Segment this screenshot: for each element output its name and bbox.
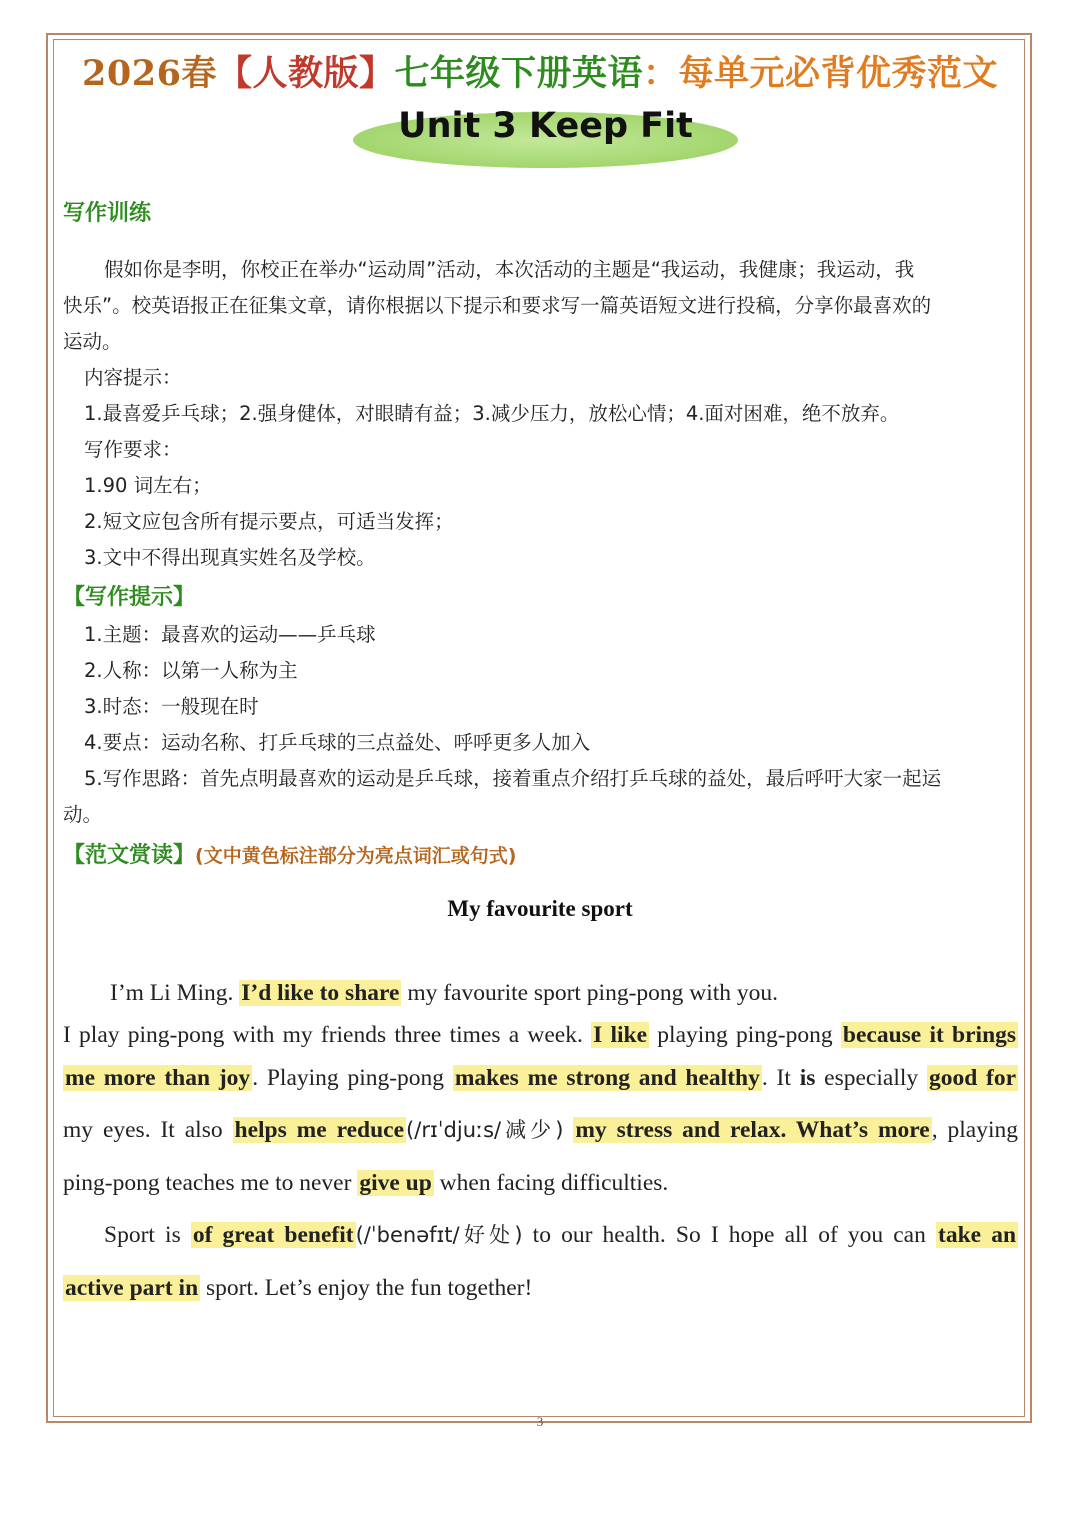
- highlight-phrase: makes me strong and healthy: [454, 1065, 760, 1091]
- essay-line-4: [63, 1114, 1018, 1144]
- essay-text: my eyes. It also: [63, 1117, 223, 1143]
- highlight-phrase: I like: [593, 1022, 648, 1048]
- essay-text: when facing difficulties.: [439, 1170, 669, 1196]
- phonetic-note: (/rɪˈdjuːs/减少): [406, 1118, 564, 1142]
- section-heading-writing-tips: 【写作提示】: [63, 585, 196, 610]
- highlight-phrase: I’d like to share: [241, 980, 400, 1006]
- title-edition: 【人教版】: [216, 53, 395, 94]
- highlight-phrase: of great benefit: [192, 1222, 354, 1248]
- essay-text: Sport is: [104, 1222, 181, 1248]
- essay-text: I’m Li Ming.: [110, 980, 234, 1006]
- essay-text: playing ping-pong: [657, 1022, 833, 1048]
- essay-bold-word: is: [799, 1065, 816, 1091]
- prompt-line-3: 运动。: [63, 330, 122, 353]
- essay-line-2: [63, 1022, 1018, 1049]
- essay-line-6: [104, 1219, 1018, 1249]
- unit-title: Unit 3 Keep Fit: [398, 106, 693, 146]
- essay-line-1: [110, 980, 778, 1007]
- highlight-phrase: active part in: [65, 1275, 199, 1301]
- requirement-3: 3.文中不得出现真实姓名及学校。: [84, 546, 376, 569]
- tip-2: 2.人称：以第一人称为主: [84, 659, 298, 682]
- highlight-phrase: my stress and relax. What’s more: [575, 1117, 930, 1143]
- requirement-2: 2.短文应包含所有提示要点，可适当发挥；: [84, 510, 454, 533]
- page-title: [0, 46, 1080, 96]
- section-heading-model-essay: [63, 838, 516, 869]
- tip-4: 4.要点：运动名称、打乒乓球的三点益处、呼呼更多人加入: [84, 731, 591, 754]
- essay-text: . It: [761, 1065, 791, 1091]
- essay-text: my favourite sport ping-pong with you.: [407, 980, 779, 1006]
- phonetic-note: (/ˈbenəfɪt/好处): [355, 1223, 523, 1247]
- model-essay-note: (文中黄色标注部分为亮点词汇或句式): [195, 845, 517, 867]
- highlight-phrase: good for: [928, 1065, 1017, 1091]
- essay-text: . Playing ping-pong: [252, 1065, 445, 1091]
- prompt-line-2: 快乐”。校英语报正在征集文章，请你根据以下提示和要求写一篇英语短文进行投稿，分享你最喜欢的: [63, 294, 932, 317]
- essay-title: My favourite sport: [447, 896, 633, 921]
- title-rest: ：每单元必背优秀范文: [642, 53, 998, 94]
- prompt-line-1: 假如你是李明，你校正在举办“运动周”活动，本次活动的主题是“我运动，我健康；我运动，我: [104, 258, 915, 281]
- title-year: 2026春: [82, 53, 217, 94]
- essay-text: I play ping-pong with my friends three times a week.: [63, 1022, 583, 1048]
- title-grade: 七年级下册英语: [394, 53, 643, 94]
- tip-5-cont: 动。: [63, 803, 103, 826]
- essay-text: especially: [824, 1065, 919, 1091]
- page-number: 3: [536, 1414, 544, 1429]
- essay-text: ping-pong teaches me to never: [63, 1170, 352, 1196]
- section-heading-writing-practice: 写作训练: [63, 201, 152, 226]
- requirements-label: 写作要求：: [84, 438, 182, 461]
- highlight-phrase: take an: [938, 1222, 1017, 1248]
- essay-line-7: [63, 1275, 1018, 1302]
- model-essay-label: 【范文赏读】: [63, 843, 196, 868]
- tip-5: 5.写作思路：首先点明最喜欢的运动是乒乓球，接着重点介绍打乒乓球的益处，最后呼吁大家一起运: [84, 767, 942, 790]
- essay-line-5: [63, 1170, 1018, 1197]
- essay-text: , playing: [931, 1117, 1019, 1143]
- requirement-1: 1.90 词左右；: [84, 474, 212, 497]
- essay-text: to our health. So I hope all of you can: [532, 1222, 926, 1248]
- highlight-phrase: helps me reduce: [234, 1117, 405, 1143]
- tip-1: 1.主题：最喜欢的运动——乒乓球: [84, 623, 376, 646]
- tip-3: 3.时态：一般现在时: [84, 695, 259, 718]
- content-hint-label: 内容提示：: [84, 366, 182, 389]
- essay-text: sport. Let’s enjoy the fun together!: [206, 1275, 533, 1301]
- highlight-phrase: me more than joy: [65, 1065, 251, 1091]
- essay-line-3: [63, 1065, 1018, 1092]
- highlight-phrase: because it brings: [842, 1022, 1017, 1048]
- content-hint: 1.最喜爱乒乓球；2.强身健体，对眼睛有益；3.减少压力，放松心情；4.面对困难，绝不放弃。: [84, 402, 900, 425]
- highlight-phrase: give up: [359, 1170, 432, 1196]
